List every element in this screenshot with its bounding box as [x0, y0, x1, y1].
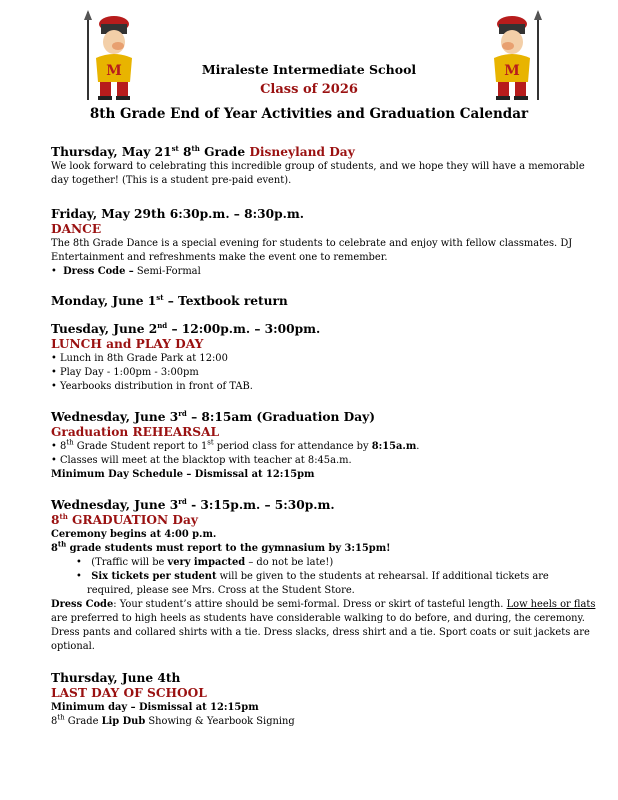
list-item: • Lunch in 8th Grade Park at 12:00 [51, 353, 228, 364]
event-heading: Wednesday, June 3rd – 8:15am (Graduation Day) [51, 408, 375, 424]
class-year: Class of 2026 [260, 82, 358, 97]
event-textbook [51, 293, 596, 309]
list-item: • 8th Grade Student report to 1st period class for attendance by 8:15a.m. [51, 438, 420, 452]
school-name: Miraleste Intermediate School [201, 62, 417, 77]
schedule-note: Minimum Day Schedule – Dismissal at 12:15pm [51, 469, 315, 480]
calendar-title: 8th Grade End of Year Activities and Graduation Calendar [89, 106, 529, 122]
event-heading: Thursday, May 21st 8th Grade Disneyland Day [51, 143, 355, 159]
ceremony-time: Ceremony begins at 4:00 p.m. [51, 529, 217, 540]
report-note: 8th grade students must report to the gymnasium by 3:15pm! [51, 539, 391, 554]
dress-code: Dress Code: Your student’s attire should be semi-formal. Dress or skirt of tasteful length. Low heels or flats are preferred to high heels as students have considerable walking to do before, and during, the ceremony. Dress pants and collared shirts with a tie. Dress slacks, dress shirt and a tie. Sport coats or suit jackets are optional. [51, 599, 596, 652]
svg-text:M: M [504, 63, 520, 79]
lip-dub-note: 8th Grade Lip Dub Showing & Yearbook Signing [51, 713, 295, 727]
list-item: • Yearbooks distribution in front of TAB. [51, 381, 253, 392]
event-title: DANCE [51, 222, 102, 236]
event-description: The 8th Grade Dance is a special evening for students to celebrate and enjoy with fellow classmates. DJ Entertainment and refreshments make the event one to remember. [51, 238, 573, 263]
event-title: LUNCH and PLAY DAY [51, 337, 204, 351]
list-item: • Six tickets per student will be given to the students at rehearsal. If additional tickets are required, please see Mrs. Cross at the Student Store. [76, 571, 549, 596]
event-dance [51, 206, 596, 279]
list-item: • Classes will meet at the blacktop with teacher at 8:45a.m. [51, 455, 352, 466]
list-item: • (Traffic will be very impacted – do not be late!) [76, 557, 334, 568]
event-title: Graduation REHEARSAL [51, 425, 220, 439]
event-lunch-play-day [51, 321, 596, 394]
event-heading: Tuesday, June 2nd – 12:00p.m. – 3:00pm. [51, 320, 321, 336]
list-item: • Play Day - 1:00pm - 3:00pm [51, 367, 199, 378]
event-heading: Monday, June 1st – Textbook return [51, 292, 288, 308]
minimum-day-note: Minimum day – Dismissal at 12:15pm [51, 702, 259, 713]
svg-text:M: M [106, 63, 122, 79]
event-heading: Wednesday, June 3rd - 3:15p.m. – 5:30p.m. [51, 496, 335, 512]
event-title: Disneyland Day [249, 145, 355, 159]
event-title: 8th GRADUATION Day [51, 511, 198, 527]
event-disneyland [51, 144, 596, 188]
event-heading: Thursday, June 4th [51, 671, 181, 685]
event-graduation [51, 497, 596, 654]
event-title: LAST DAY OF SCHOOL [51, 686, 207, 700]
event-description: We look forward to celebrating this incredible group of students, and we hope they will have a memorable day together! (This is a student pre-paid event). [51, 161, 585, 186]
event-heading: Friday, May 29th 6:30p.m. – 8:30p.m. [51, 207, 304, 221]
list-item: • Dress Code – Semi-Formal [51, 266, 201, 277]
event-last-day [51, 670, 596, 729]
event-rehearsal [51, 409, 596, 482]
